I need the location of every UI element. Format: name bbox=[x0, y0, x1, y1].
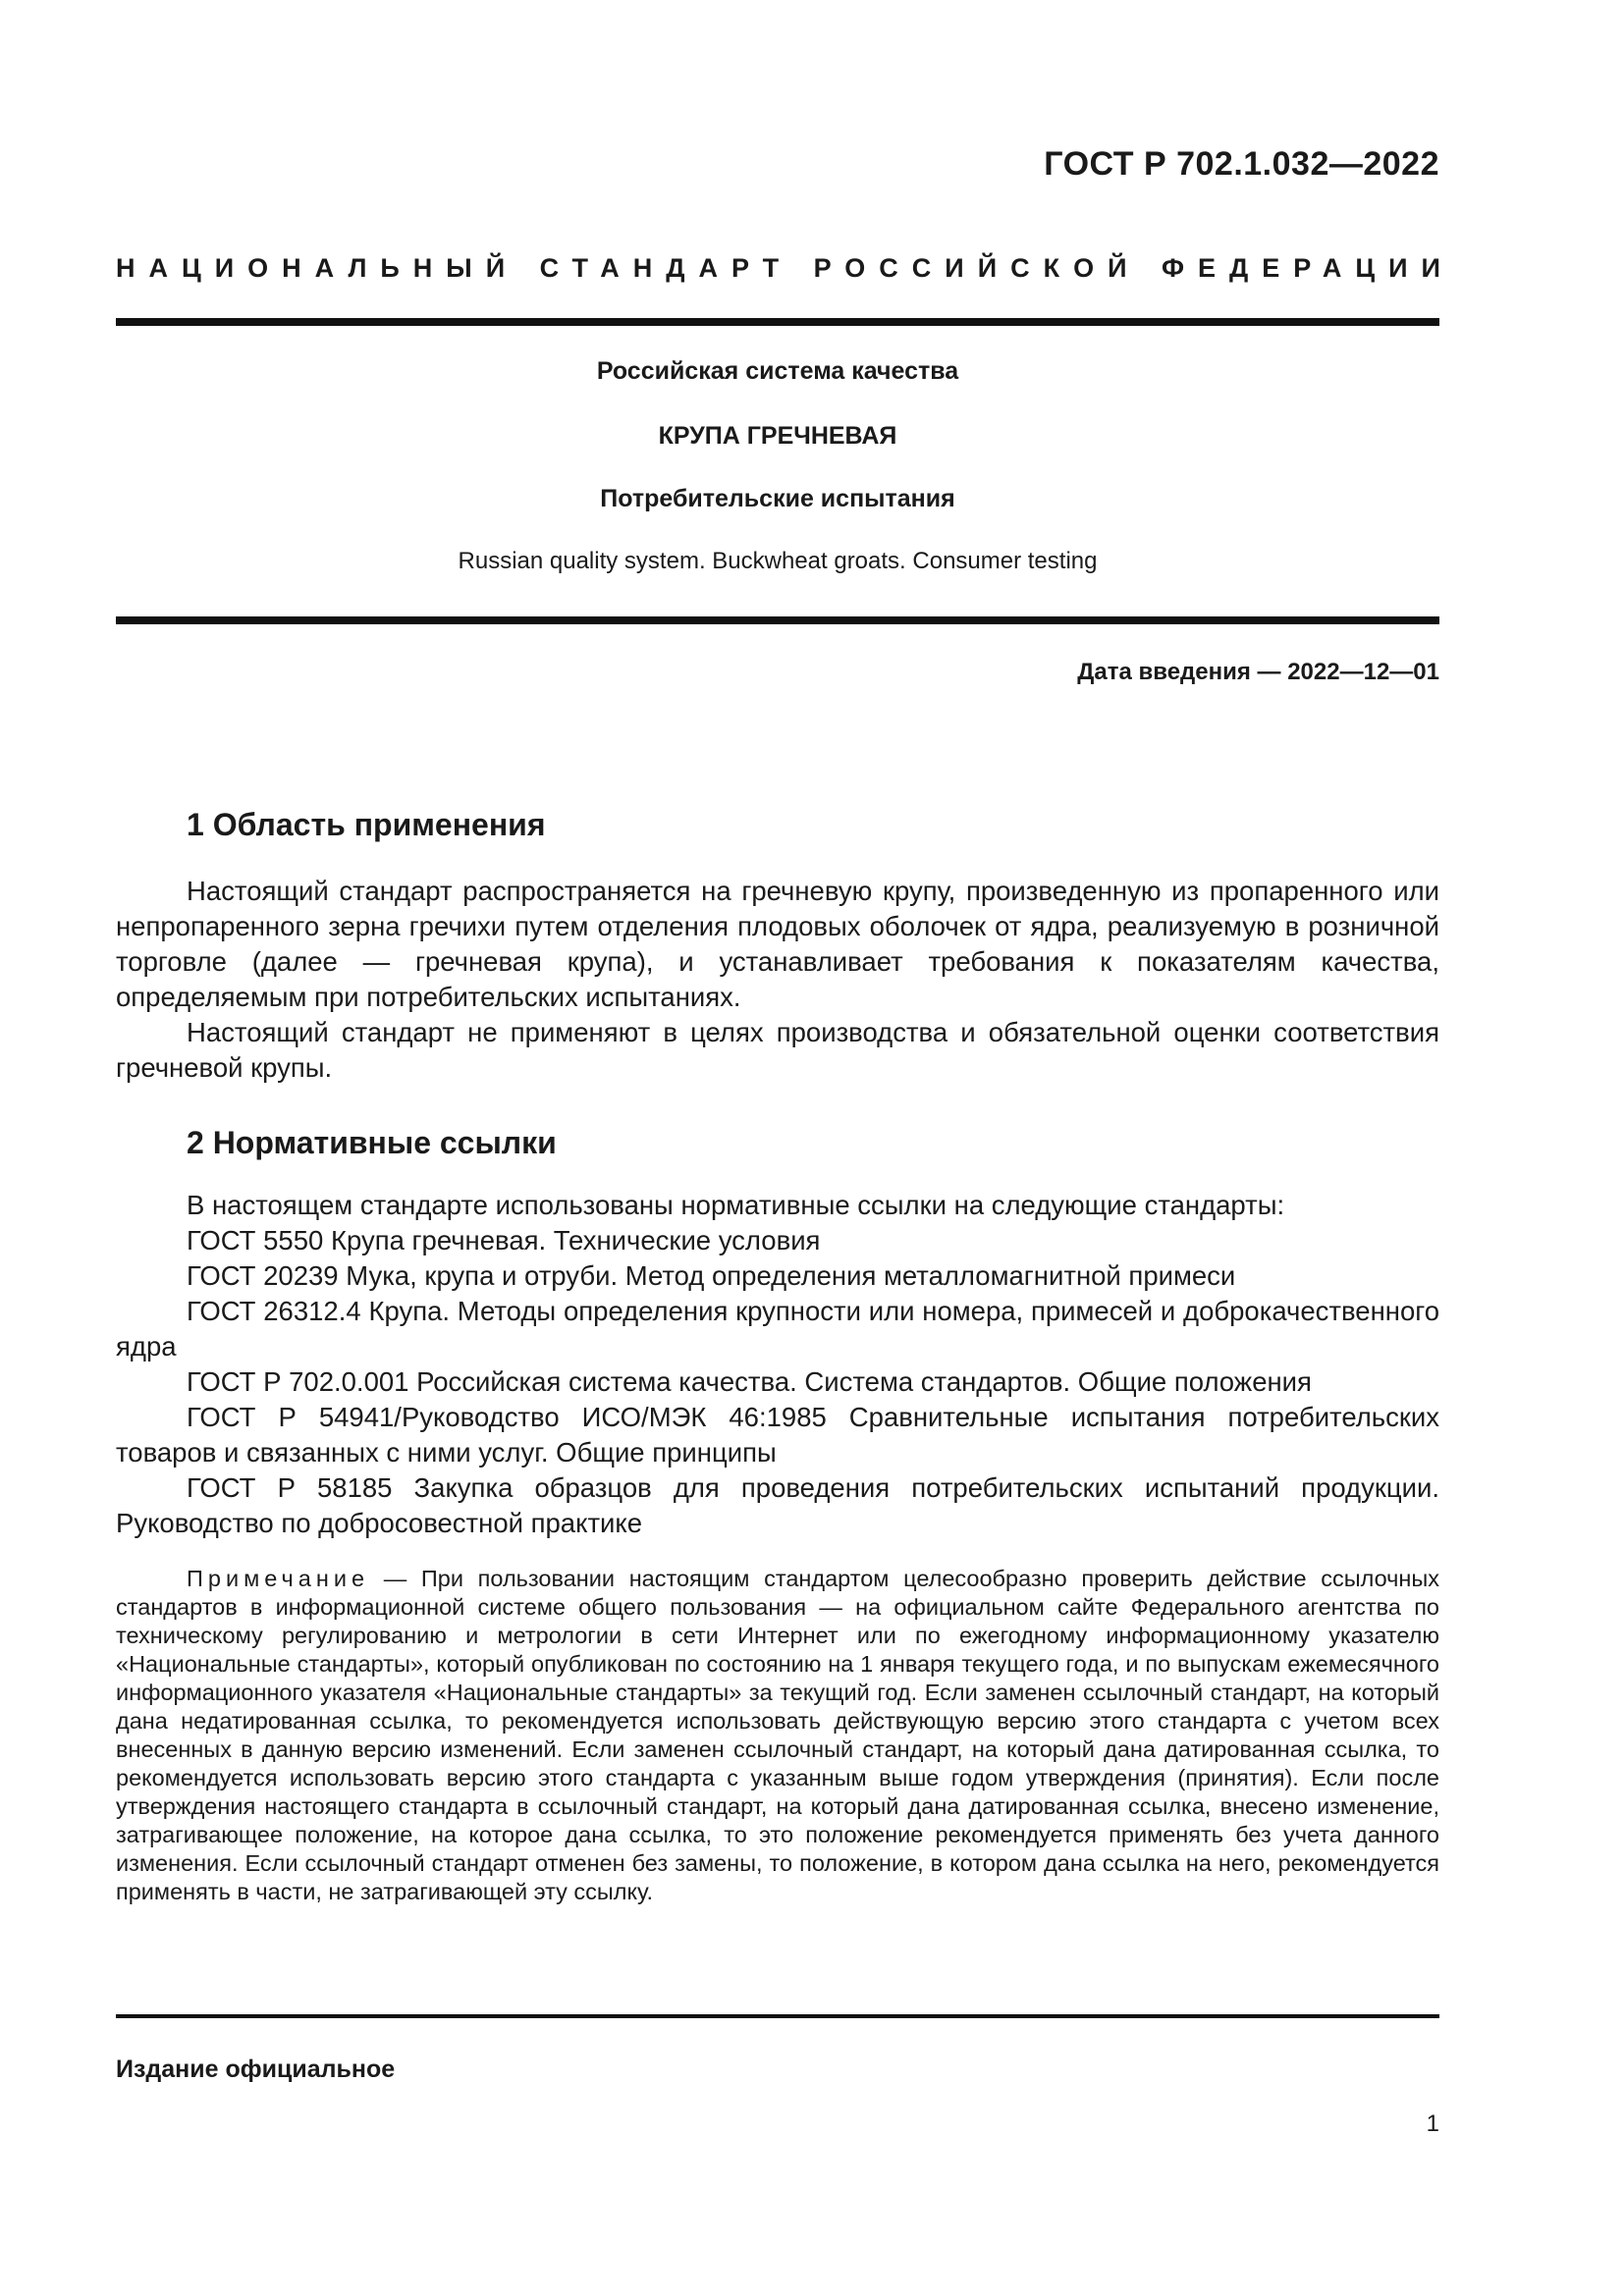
reference-item: ГОСТ Р 58185 Закупка образцов для проведения потребительских испытаний продукции. Руководство по добросовестной практике bbox=[116, 1472, 1439, 1538]
section-1-paragraph-1: Настоящий стандарт распространяется на гречневую крупу, произведенную из пропаренного или непропаренного зерна гречихи путем отделения плодовых оболочек от ядра, реализуемую в розничной торговле (далее — гречневая крупа), и устанавливает требования к показателям качества, определяемым при потребительских испытаниях. bbox=[116, 876, 1439, 1012]
reference-item: ГОСТ 5550 Крупа гречневая. Технические условия bbox=[187, 1225, 821, 1255]
note-text: — При пользовании настоящим стандартом целесообразно проверить действие ссылочных стандартов в информационной системе общего пользования — на официальном сайте Федерального агентства по техническому регулированию и метрологии в сети Интернет или по ежегодному информационному указателю «Национальные стандарты», который опубликован по состоянию на 1 января текущего года, и по выпускам ежемесячного информационного указателя «Национальные стандарты» за текущий год. Если заменен ссылочный стандарт, на который дана недатированная ссылка, то рекомендуется использовать действующую версию этого стандарта с учетом всех внесенных в данную версию изменений. Если заменен ссылочный стандарт, на который дана датированная ссылка, то рекомендуется использовать версию этого стандарта с указанным выше годом утверждения (принятия). Если после утверждения настоящего стандарта в ссылочный стандарт, на который дана датированная ссылка, внесено изменение, затрагивающее положение, на которое дана ссылка, то это положение рекомендуется применять без учета данного изменения. Если ссылочный стандарт отменен без замены, то положение, в котором дана ссылка на него, рекомендуется применять в части, не затрагивающей эту ссылку. bbox=[116, 1566, 1439, 1904]
reference-item: ГОСТ 26312.4 Крупа. Методы определения крупности или номера, примесей и доброкачественного ядра bbox=[116, 1296, 1439, 1362]
title-divider bbox=[116, 616, 1439, 624]
national-standard-heading: НАЦИОНАЛЬНЫЙ СТАНДАРТ РОССИЙСКОЙ ФЕДЕРАЦИИ bbox=[116, 253, 1454, 283]
section-2-body bbox=[116, 1188, 1439, 1541]
title-english: Russian quality system. Buckwheat groats. Consumer testing bbox=[458, 548, 1098, 574]
page-number: 1 bbox=[1426, 2110, 1439, 2137]
title-subtitle: Потребительские испытания bbox=[600, 485, 955, 512]
section-1-body bbox=[116, 874, 1439, 1086]
top-divider bbox=[116, 318, 1439, 326]
reference-item: ГОСТ 20239 Мука, крупа и отруби. Метод определения металломагнитной примеси bbox=[187, 1260, 1236, 1291]
title-system: Российская система качества bbox=[596, 357, 959, 385]
note-label: Примечание bbox=[187, 1566, 370, 1591]
title-product: КРУПА ГРЕЧНЕВАЯ bbox=[658, 422, 897, 450]
section-2-title: 2 Нормативные ссылки bbox=[187, 1125, 557, 1160]
section-1-paragraph-2: Настоящий стандарт не применяют в целях производства и обязательной оценки соответствия гречневой крупы. bbox=[116, 1017, 1439, 1083]
reference-item: ГОСТ Р 702.0.001 Российская система качества. Система стандартов. Общие положения bbox=[187, 1366, 1312, 1397]
document-code: ГОСТ Р 702.1.032—2022 bbox=[1044, 145, 1439, 183]
introduction-date: Дата введения — 2022—12—01 bbox=[1077, 659, 1439, 685]
reference-item: ГОСТ Р 54941/Руководство ИСО/МЭК 46:1985 Сравнительные испытания потребительских товаров и связанных с ними услуг. Общие принципы bbox=[116, 1402, 1439, 1468]
references-intro: В настоящем стандарте использованы нормативные ссылки на следующие стандарты: bbox=[187, 1190, 1285, 1220]
bottom-divider bbox=[116, 2014, 1439, 2018]
note-block bbox=[116, 1565, 1439, 1906]
edition-label: Издание официальное bbox=[116, 2056, 396, 2083]
section-1-title: 1 Область применения bbox=[187, 807, 546, 842]
